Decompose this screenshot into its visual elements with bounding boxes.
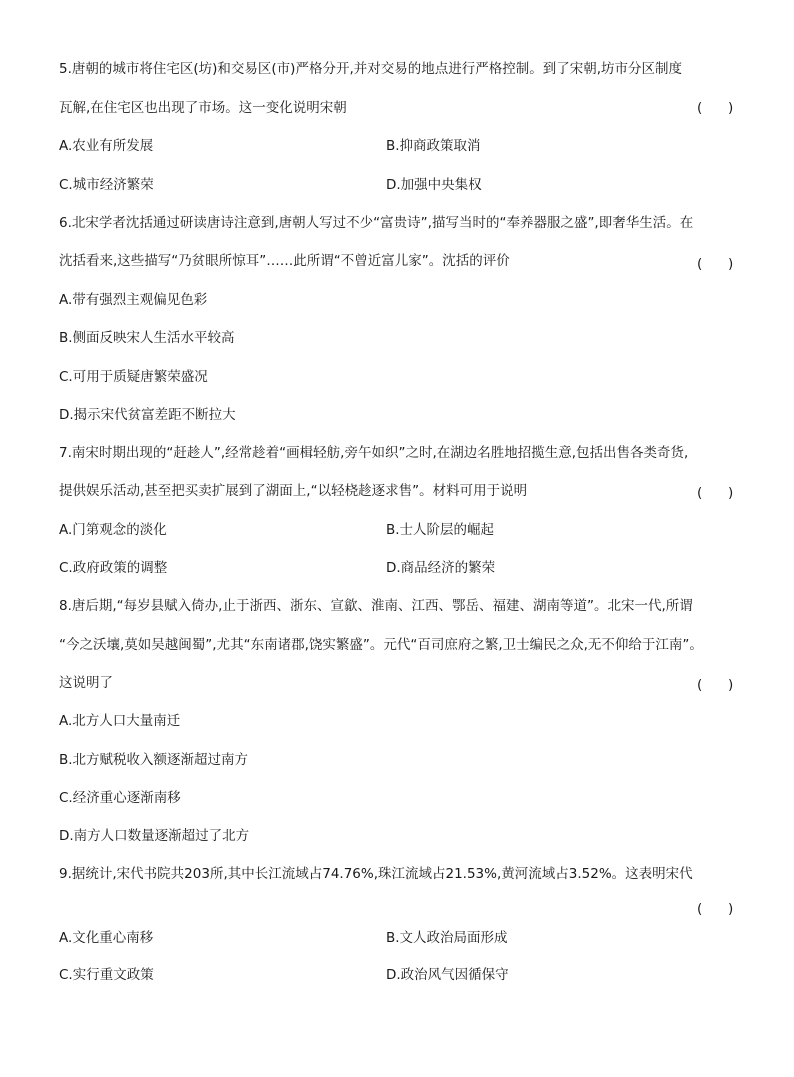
q5-option-c: C.城市经济繁荣 <box>59 177 154 193</box>
q5-option-b: B.抑商政策取消 <box>386 138 481 154</box>
q8-option-c: C.经济重心逐渐南移 <box>59 790 181 806</box>
q6-answer-blank: ( ) <box>697 256 734 272</box>
q8-option-b: B.北方赋税收入额逐渐超过南方 <box>59 752 249 768</box>
q5-answer-blank: ( ) <box>697 100 734 116</box>
q7-option-b: B.士人阶层的崛起 <box>386 522 495 538</box>
q9-option-a: A.文化重心南移 <box>59 930 154 946</box>
q9-option-c: C.实行重文政策 <box>59 967 154 983</box>
q6-stem-line1: 6.北宋学者沈括通过研读唐诗注意到,唐朝人写过不少“富贵诗”,描写当时的“奉养器服之盛”,即奢华生活。在 <box>59 215 694 231</box>
q8-stem-line3: 这说明了 <box>59 675 113 691</box>
q9-option-b: B.文人政治局面形成 <box>386 930 508 946</box>
q7-option-d: D.商品经济的繁荣 <box>386 560 496 576</box>
q8-stem-line1: 8.唐后期,“每岁县赋入倚办,止于浙西、浙东、宣歙、淮南、江西、鄂岳、福建、湖南等道”。北宋一代,所谓 <box>59 598 693 614</box>
q8-option-d: D.南方人口数量逐渐超过了北方 <box>59 828 250 844</box>
q5-option-a: A.农业有所发展 <box>59 138 154 154</box>
q6-option-d: D.揭示宋代贫富差距不断拉大 <box>59 407 236 423</box>
q7-stem-line1: 7.南宋时期出现的“赶趁人”,经常趁着“画楫轻舫,旁午如织”之时,在湖边名胜地招揽生意,包括出售各类奇货, <box>59 445 689 461</box>
q5-stem-line2: 瓦解,在住宅区也出现了市场。这一变化说明宋朝 <box>59 100 347 116</box>
q6-stem-line2: 沈括看来,这些描写“乃贫眼所惊耳”……此所谓“不曾近富儿家”。沈括的评价 <box>59 253 510 269</box>
q5-option-d: D.加强中央集权 <box>386 177 482 193</box>
q8-stem-line2: “今之沃壤,莫如吴越闽蜀”,尤其“东南诸郡,饶实繁盛”。元代“百司庶府之繁,卫士编民之众,无不仰给于江南”。 <box>59 637 703 653</box>
q7-stem-line2: 提供娱乐活动,甚至把买卖扩展到了湖面上,“以轻桡趁逐求售”。材料可用于说明 <box>59 483 528 499</box>
q7-answer-blank: ( ) <box>697 485 734 501</box>
q9-stem-line1: 9.据统计,宋代书院共203所,其中长江流域占74.76%,珠江流域占21.53%,黄河流域占3.52%。这表明宋代 <box>59 866 693 882</box>
q5-stem-line1: 5.唐朝的城市将住宅区(坊)和交易区(市)严格分开,并对交易的地点进行严格控制。到了宋朝,坊市分区制度 <box>59 61 683 77</box>
q6-option-b: B.侧面反映宋人生活水平较高 <box>59 330 235 346</box>
q7-option-c: C.政府政策的调整 <box>59 560 168 576</box>
q9-option-d: D.政治风气因循保守 <box>386 967 509 983</box>
q6-option-a: A.带有强烈主观偏见色彩 <box>59 292 208 308</box>
q8-option-a: A.北方人口大量南迁 <box>59 713 181 729</box>
q7-option-a: A.门第观念的淡化 <box>59 522 167 538</box>
q8-answer-blank: ( ) <box>697 677 734 693</box>
q9-answer-blank: ( ) <box>697 901 734 917</box>
q6-option-c: C.可用于质疑唐繁荣盛况 <box>59 369 208 385</box>
